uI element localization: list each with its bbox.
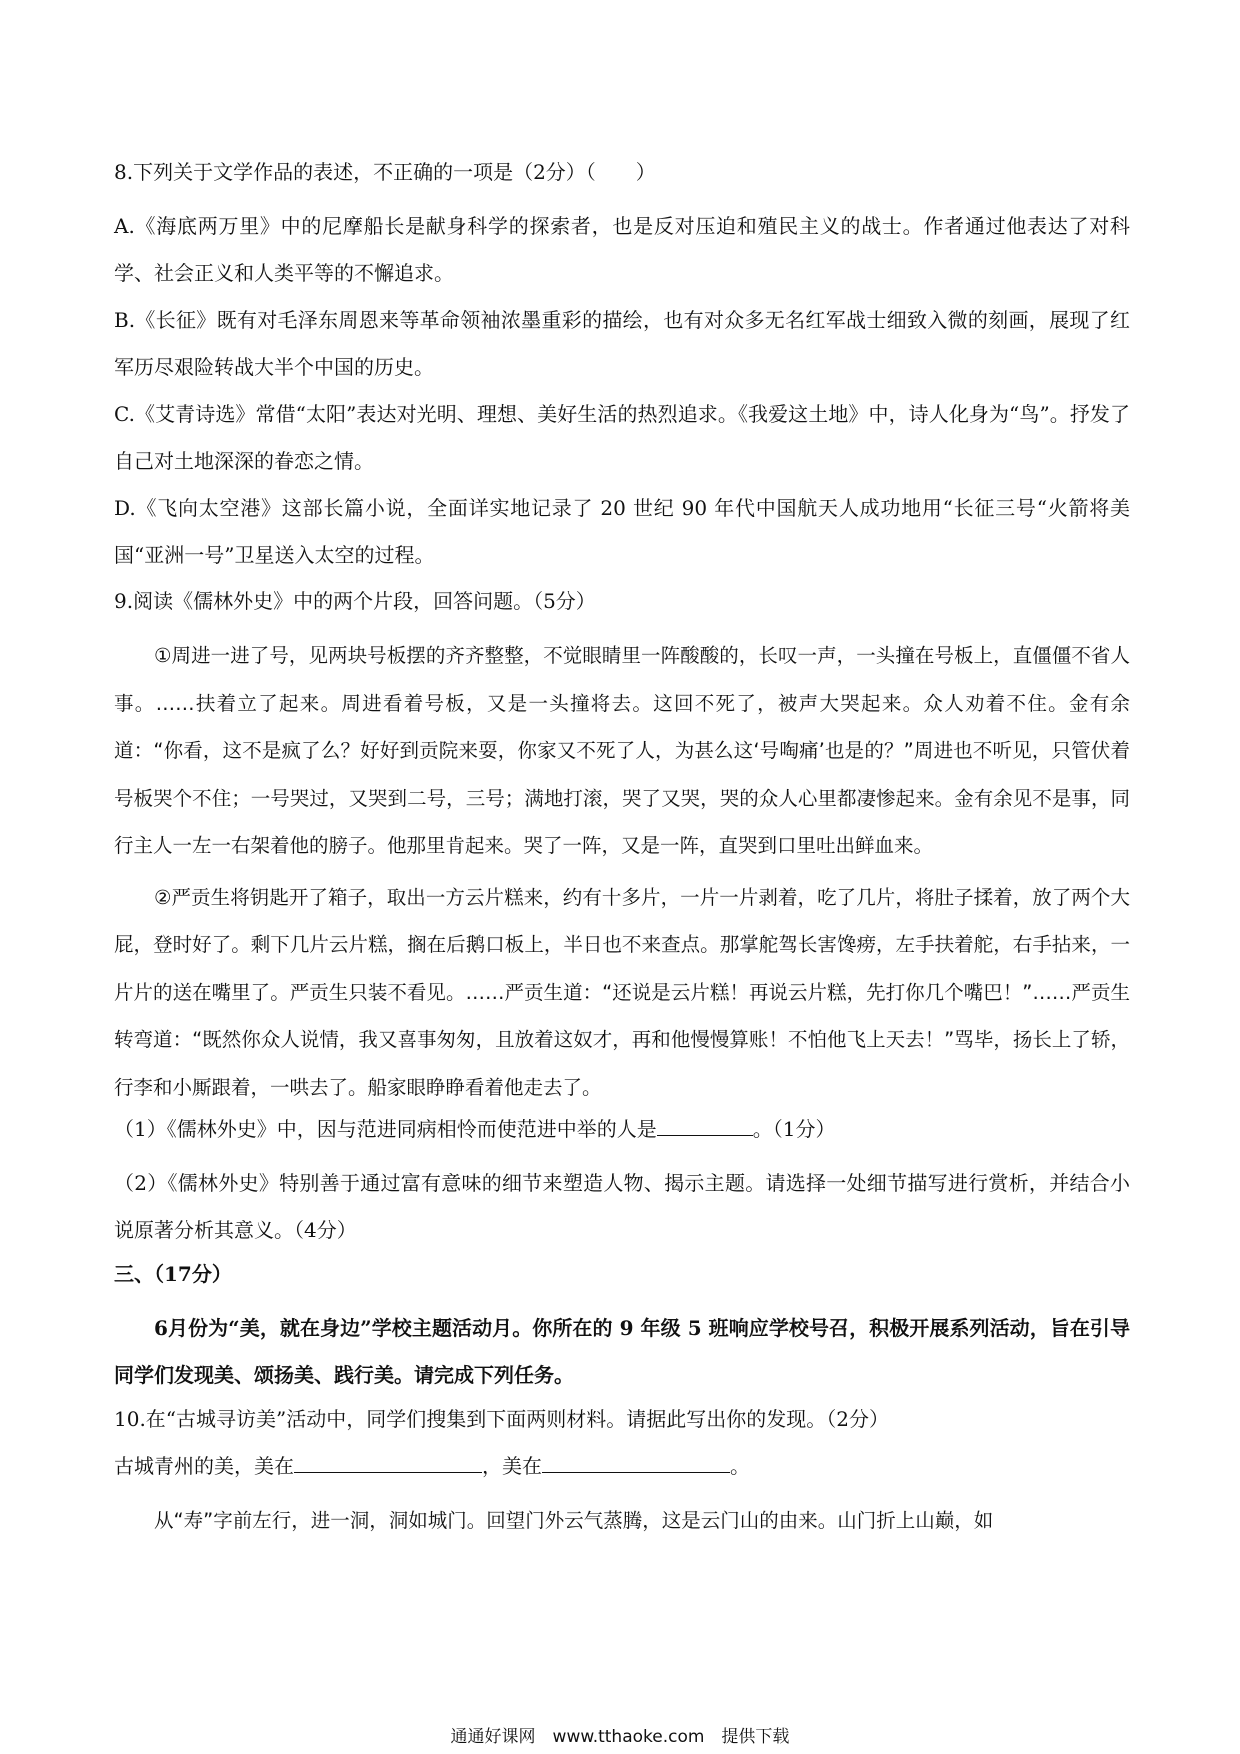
q10-answer-blank-2[interactable]: [542, 1452, 730, 1473]
q8-option-d: D.《飞向太空港》这部长篇小说，全面详实地记录了 20 世纪 90 年代中国航天人成功地用“长征三号“火箭将美国“亚洲一号”卫星送入太空的过程。: [114, 496, 1130, 567]
q9-sub1-text: （1）《儒林外史》中，因与范进同病相怜而使范进中举的人是: [114, 1117, 657, 1141]
q9-sub1: [114, 1113, 1130, 1146]
q9-sub1-score: 。（1分）: [752, 1117, 836, 1141]
q10-answer-blank-1[interactable]: [294, 1452, 482, 1473]
q8-option-a: A.《海底两万里》中的尼摩船长是献身科学的探索者，也是反对压迫和殖民主义的战士。作者通过他表达了对科学、社会正义和人类平等的不懈追求。: [114, 214, 1130, 285]
q9-sub2: （2）《儒林外史》特别善于通过富有意味的细节来塑造人物、揭示主题。请选择一处细节描写进行赏析，并结合小说原著分析其意义。（4分）: [114, 1171, 1130, 1242]
q8-option-b: B.《长征》既有对毛泽东周恩来等革命领袖浓墨重彩的描绘，也有对众多无名红军战士细致入微的刻画，展现了红军历尽艰险转战大半个中国的历史。: [114, 308, 1130, 379]
q10-stem: 10.在“古城寻访美”活动中，同学们搜集到下面两则材料。请据此写出你的发现。（2分）: [114, 1407, 889, 1431]
q10-fill-text-a: 古城青州的美，美在: [114, 1454, 294, 1478]
q10-fill-text-c: 。: [730, 1454, 750, 1478]
q9-stem: 9.阅读《儒林外史》中的两个片段，回答问题。（5分）: [114, 589, 596, 613]
q10-fill-line: [114, 1450, 1130, 1483]
q8-stem: 8.下列关于文学作品的表述，不正确的一项是（2分）（ ）: [114, 160, 656, 184]
page-footer: 通通好课网 www.tthaoke.com 提供下载: [450, 1727, 790, 1747]
q10-material: 从“寿”字前左行，进一洞，洞如城门。回望门外云气蒸腾，这是云门山的由来。山门折上山巅，如: [154, 1509, 994, 1532]
section-3-intro: 6月份为“美，就在身边”学校主题活动月。你所在的 9 年级 5 班响应学校号召，积极开展系列活动，旨在引导同学们发现美、颂扬美、践行美。请完成下列任务。: [114, 1316, 1130, 1387]
page-content: [114, 156, 1130, 1545]
q9-sub1-answer-blank[interactable]: [657, 1115, 753, 1136]
section-3-heading: 三、（17分）: [114, 1262, 232, 1286]
q9-passage-1: ①周进一进了号，见两块号板摆的齐齐整整，不觉眼睛里一阵酸酸的，长叹一声，一头撞在号板上，直僵僵不省人事。……扶着立了起来。周进看着号板，又是一头撞将去。这回不死了，被声大哭起来。众人劝着不住。金有余道：“你看，这不是疯了么？好好到贡院来耍，你家又不死了人，为甚么这‘号啕痛’也是的？”周进也不听见，只管伏着号板哭个不住；一号哭过，又哭到二号，三号；满地打滚，哭了又哭，哭的众人心里都凄惨起来。金有余见不是事，同行主人一左一右架着他的膀子。他那里肯起来。哭了一阵，又是一阵，直哭到口里吐出鲜血来。: [114, 644, 1130, 857]
q9-passage-2: ②严贡生将钥匙开了箱子，取出一方云片糕来，约有十多片，一片一片剥着，吃了几片，将肚子揉着，放了两个大屁，登时好了。剩下几片云片糕，搁在后鹅口板上，半日也不来查点。那掌舵驾长害馋痨，左手扶着舵，右手拈来，一片片的送在嘴里了。严贡生只装不看见。……严贡生道：“还说是云片糕！再说云片糕，先打你几个嘴巴！”……严贡生转弯道：“既然你众人说情，我又喜事匆匆，且放着这奴才，再和他慢慢算账！不怕他飞上天去！”骂毕，扬长上了轿，行李和小厮跟着，一哄去了。船家眼睁睁看着他走去了。: [114, 885, 1130, 1099]
q8-option-c: C.《艾青诗选》常借“太阳”表达对光明、理想、美好生活的热烈追求。《我爱这土地》中，诗人化身为“鸟”。抒发了自己对土地深深的眷恋之情。: [114, 402, 1130, 473]
q10-fill-text-b: ，美在: [482, 1454, 542, 1478]
